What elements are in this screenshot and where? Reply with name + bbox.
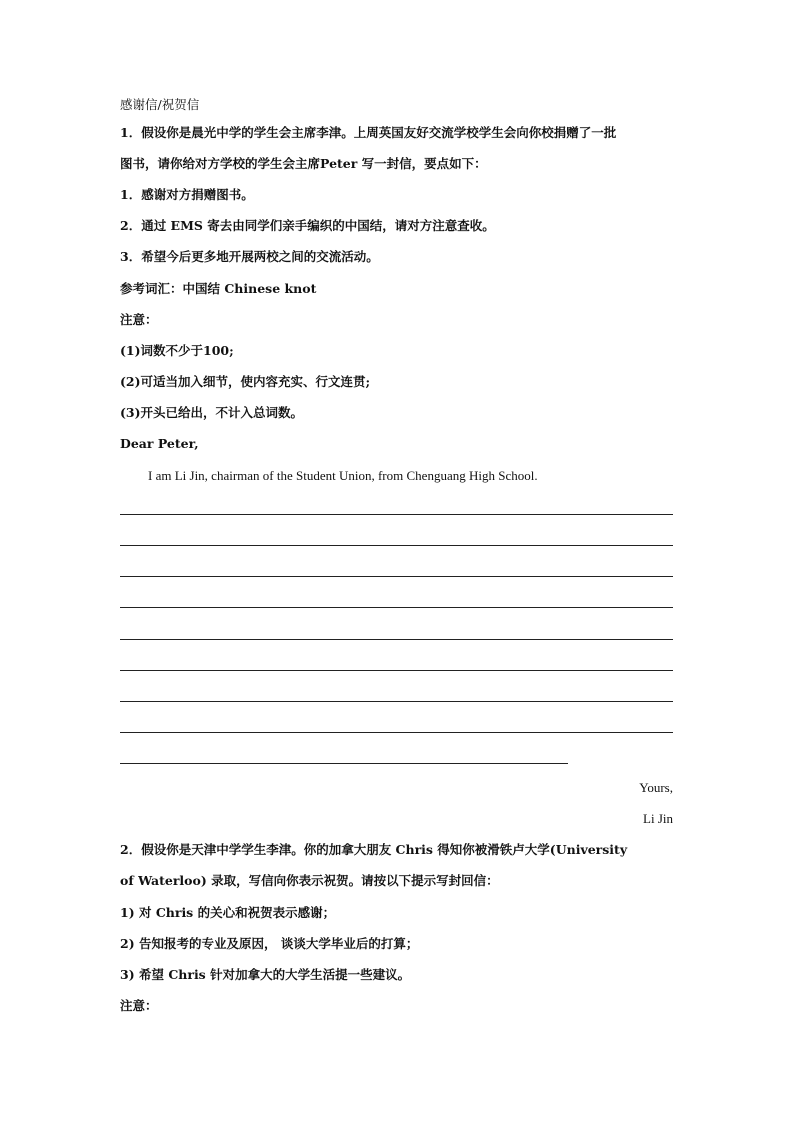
writing-line [120, 732, 673, 733]
task1-point-1: 1．感谢对方捐赠图书。 [120, 187, 254, 202]
task1-note-label: 注意： [120, 312, 158, 327]
task1-note-1: (1)词数不少于100; [120, 343, 234, 358]
writing-line [120, 514, 673, 515]
letter-salutation: Dear Peter, [120, 436, 199, 451]
writing-line [120, 639, 673, 640]
task2-prompt-line2: of Waterloo) 录取，写信向你表示祝贺。请按以下提示写封回信： [120, 873, 499, 888]
task1-prompt-line2: 图书，请你给对方学校的学生会主席Peter 写一封信，要点如下： [120, 156, 487, 171]
task2-prompt-line1: 2．假设你是天津中学学生李津。你的加拿大朋友 Chris 得知你被滑铁卢大学(University [120, 842, 628, 857]
letter-closing: Yours, [639, 780, 673, 795]
writing-line [120, 576, 673, 577]
task1-note-3: (3)开头已给出，不计入总词数。 [120, 405, 304, 420]
letter-opening-sentence: I am Li Jin, chairman of the Student Union, from Chenguang High School. [148, 468, 538, 483]
task1-vocab: 参考词汇：中国结 Chinese knot [120, 281, 317, 296]
task1-prompt-line1: 1．假设你是晨光中学的学生会主席李津。上周英国友好交流学校学生会向你校捐赠了一批 [120, 125, 617, 140]
task2-point-1: 1) 对 Chris 的关心和祝贺表示感谢； [120, 905, 336, 920]
task2-point-2: 2) 告知报考的专业及原因， 谈谈大学毕业后的打算； [120, 936, 419, 951]
section-title: 感谢信/祝贺信 [120, 97, 200, 112]
task1-point-3: 3．希望今后更多地开展两校之间的交流活动。 [120, 249, 379, 264]
letter-signature: Li Jin [643, 811, 673, 826]
writing-line [120, 545, 673, 546]
writing-line [120, 763, 568, 764]
task1-point-2: 2．通过 EMS 寄去由同学们亲手编织的中国结，请对方注意查收。 [120, 218, 495, 233]
writing-line [120, 701, 673, 702]
task1-note-2: (2)可适当加入细节，使内容充实、行文连贯; [120, 374, 371, 389]
task2-note-label: 注意： [120, 998, 158, 1013]
writing-line [120, 607, 673, 608]
task2-point-3: 3) 希望 Chris 针对加拿大的大学生活提一些建议。 [120, 967, 411, 982]
writing-line [120, 670, 673, 671]
